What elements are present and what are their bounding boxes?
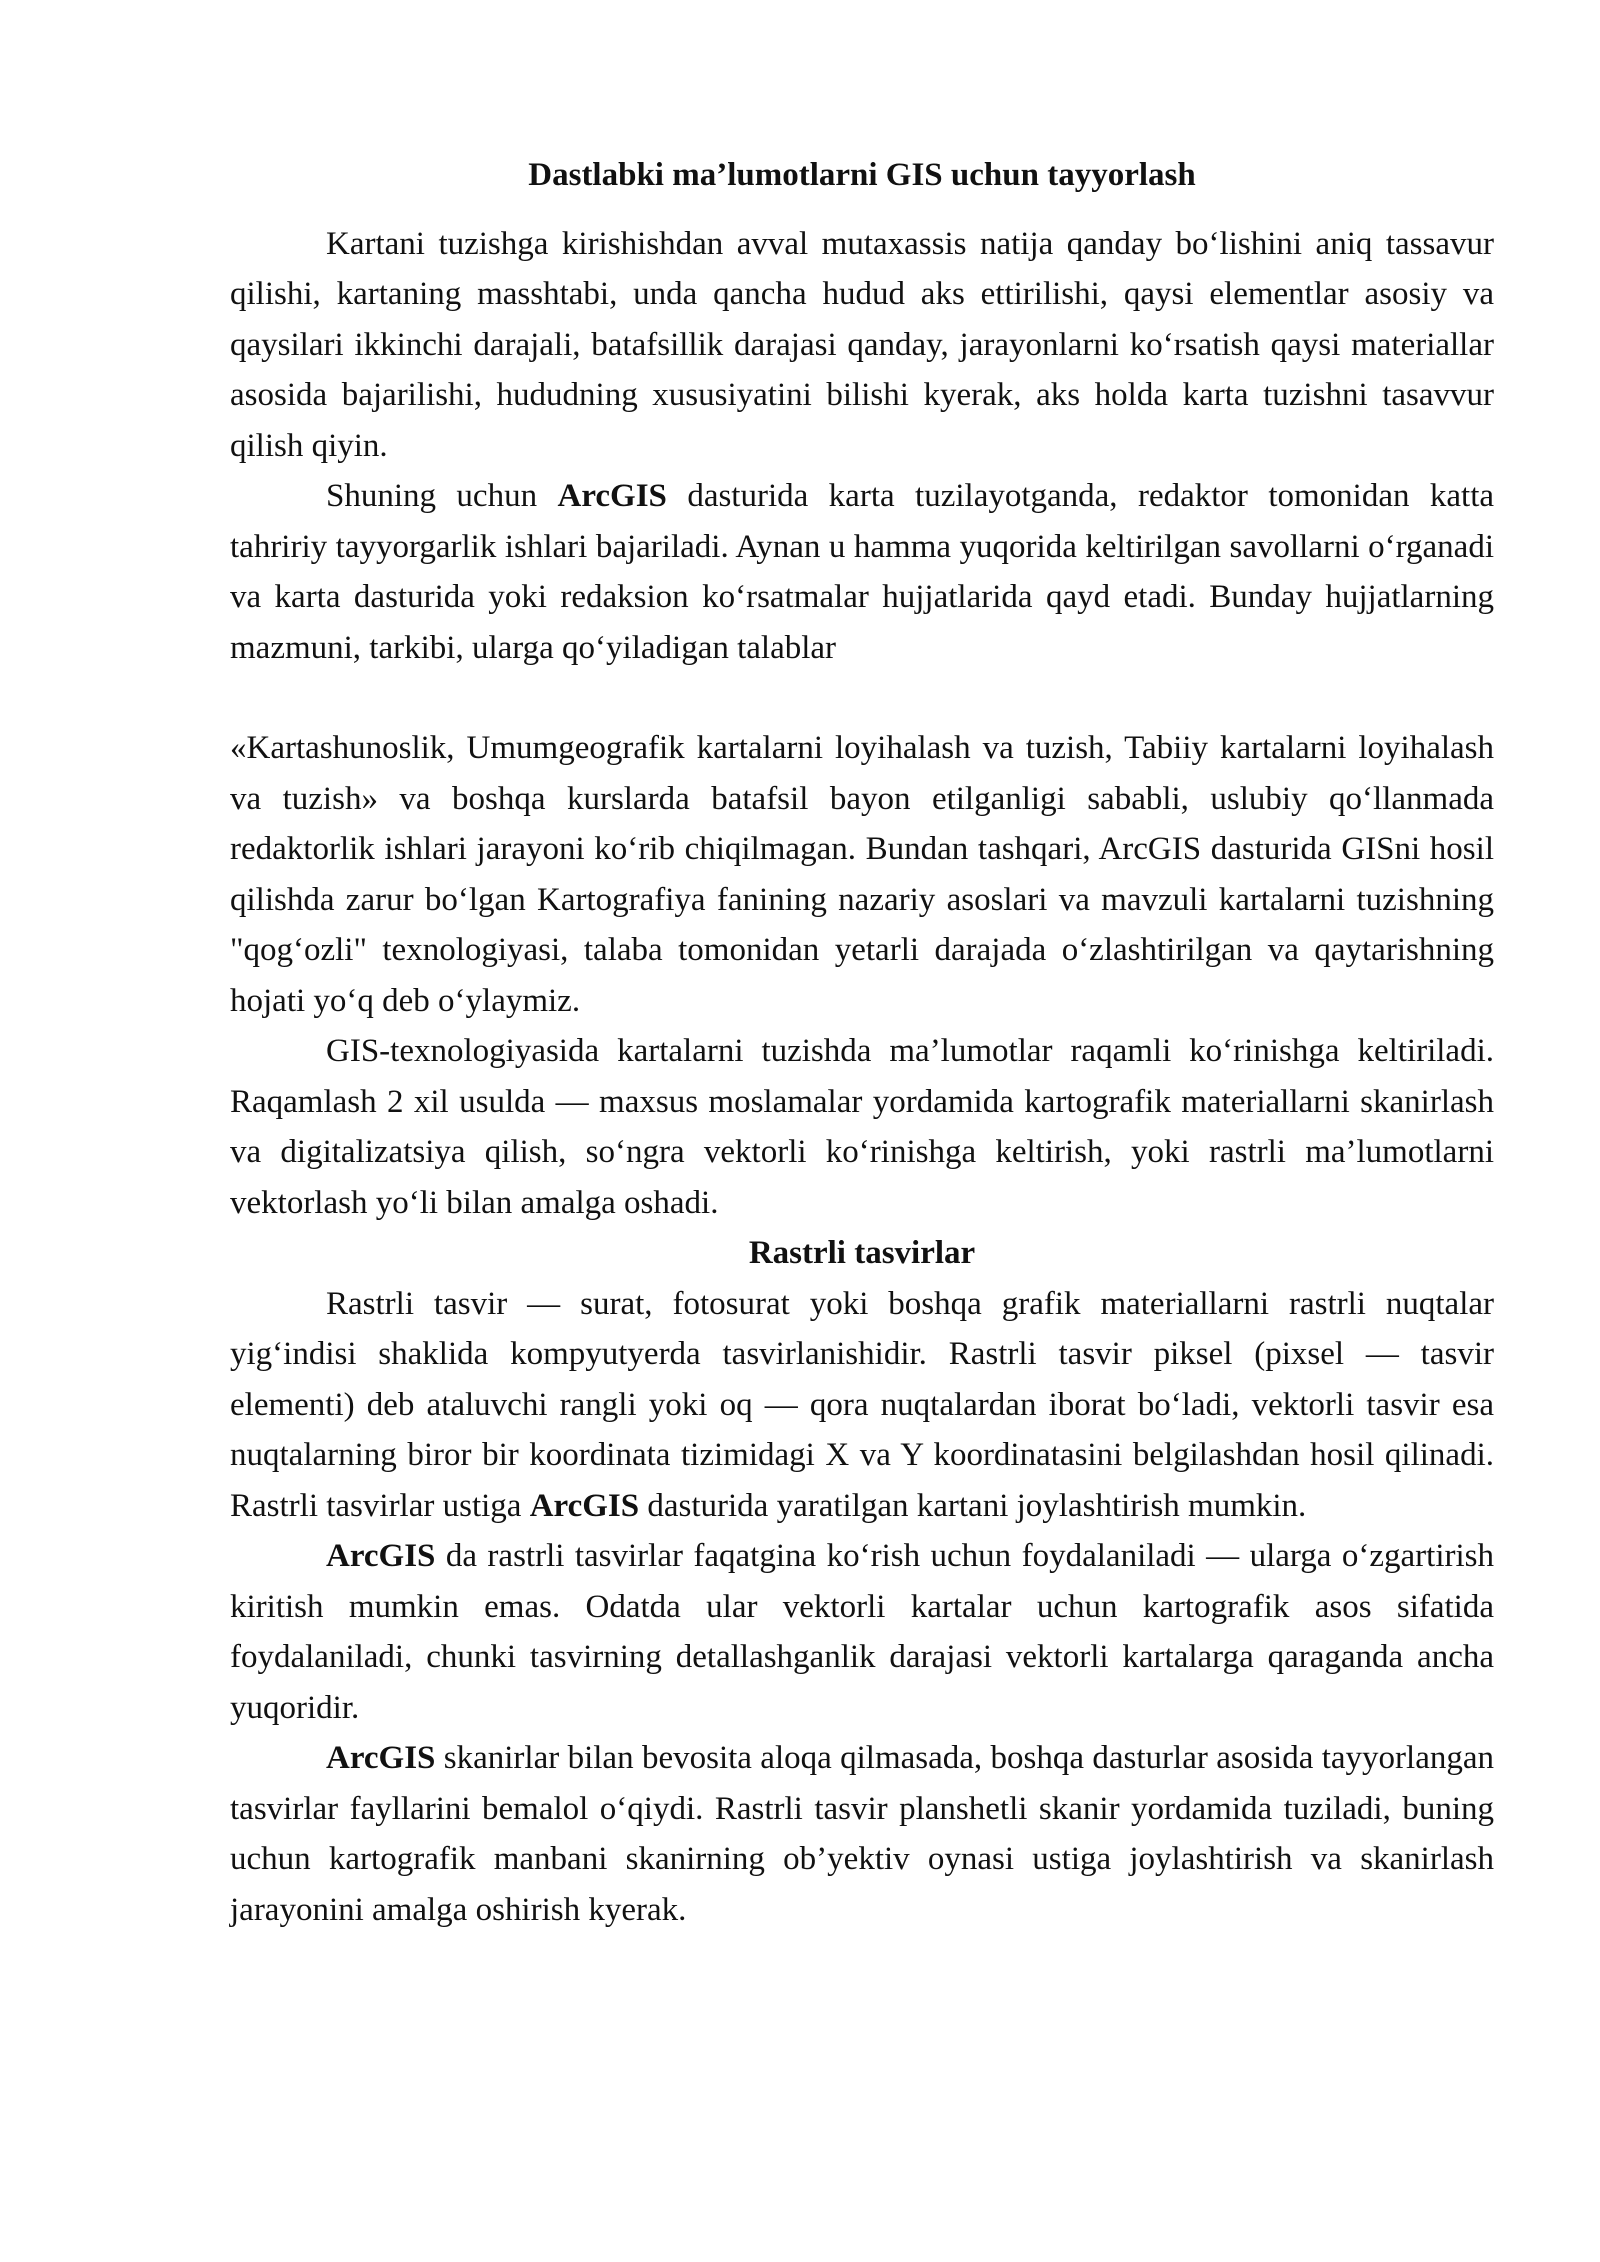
paragraph-5-start: Rastrli tasvir — surat, fotosurat yoki boshqa grafik materiallarni rastrli nuqtalar yig‘indisi shaklida kompyutyerda tasvirlanishidir. Rastrli tasvir piksel (pixsel — tasvir elementi) deb ataluvchi rangli yoki oq — qora nuqtalardan iborat bo‘ladi, vektorli tasvir esa nuqtalarning biror bir koordinata tizimidagi X va Y koordinatasini belgilashdan hosil qilinadi. Rastrli tasvirlar ustiga (230, 1285, 1494, 1524)
paragraph-2-start: Shuning uchun (326, 478, 558, 514)
paragraph-5 (230, 1279, 1494, 1532)
arcgis-bold-term: ArcGIS (326, 1740, 436, 1776)
document-title: Dastlabki ma’lumotlarni GIS uchun tayyorlash (528, 157, 1196, 193)
paragraph-2-rest: dasturida karta tuzilayotganda, redaktor tomonidan katta tahririy tayyorgarlik ishlari bajariladi. Aynan u hamma yuqorida keltirilgan savollarni o‘rganadi va karta dasturida yoki redaksion ko‘rsatmalar hujjatlarida qayd etadi. Bunday hujjatlarning mazmuni, tarkibi, ularga qo‘yiladigan talablar (230, 478, 1495, 666)
paragraph-2 (230, 471, 1494, 673)
paragraph-3: «Kartashunoslik, Umumgeografik kartalarni loyihalash va tuzish, Tabiiy kartalarni loyihalash va tuzish» va boshqa kurslarda batafsil bayon etilganligi sababli, uslubiy qo‘llanmada redaktorlik ishlari jarayoni ko‘rib chiqilmagan. Bundan tashqari, ArcGIS dasturida GISni hosil qilishda zarur bo‘lgan Kartografiya fanining nazariy asoslari va mavzuli kartalarni tuzishning "qog‘ozli" texnologiyasi, talaba tomonidan yetarli darajada o‘zlashtirilgan va qaytarishning hojati yo‘q deb o‘ylaymiz. (230, 730, 1494, 1019)
paragraph-1: Kartani tuzishga kirishishdan avval mutaxassis natija qanday bo‘lishini aniq tassavur qilishi, kartaning masshtabi, unda qancha hudud aks ettirilishi, qaysi elementlar asosiy va qaysilari ikkinchi darajali, batafsillik darajasi qanday, jarayonlarni ko‘rsatish qaysi materiallar asosida bajarilishi, hududning xususiyatini bilishi kyerak, aks holda karta tuzishni tasavvur qilish qiyin. (230, 225, 1494, 464)
paragraph-5-rest: dasturida yaratilgan kartani joylashtirish mumkin. (639, 1487, 1307, 1524)
page-gap (230, 673, 1494, 723)
section-subtitle: Rastrli tasvirlar (748, 1235, 976, 1271)
paragraph-7-rest: skanirlar bilan bevosita aloqa qilmasada, boshqa dasturlar asosida tayyorlangan tasvirlar fayllarini bemalol o‘qiydi. Rastrli tasvir planshetli skanir yordamida tuziladi, buning uchun kartografik manbani skanirning ob’yektiv oynasi ustiga joylashtirish va skanirlash jarayonini amalga oshirish kyerak. (230, 1740, 1494, 1928)
arcgis-bold-term: ArcGIS (326, 1538, 436, 1574)
document-page (230, 150, 1494, 1935)
arcgis-bold-term: ArcGIS (529, 1487, 640, 1524)
paragraph-6 (230, 1531, 1494, 1733)
paragraph-7 (230, 1733, 1494, 1935)
paragraph-4: GIS-texnologiyasida kartalarni tuzishda ma’lumotlar raqamli ko‘rinishga keltiriladi. Raqamlash 2 xil usulda — maxsus moslamalar yordamida kartografik materiallarni skanirlash va digitalizatsiya qilish, so‘ngra vektorli ko‘rinishga keltirish, yoki rastrli ma’lumotlarni vektorlash yo‘li bilan amalga oshadi. (230, 1033, 1494, 1221)
arcgis-bold-term: ArcGIS (557, 478, 667, 514)
paragraph-6-rest: da rastrli tasvirlar faqatgina ko‘rish uchun foydalaniladi — ularga o‘zgartirish kiritish mumkin emas. Odatda ular vektorli kartalar uchun kartografik asos sifatida foydalaniladi, chunki tasvirning detallashganlik darajasi vektorli kartalarga qaraganda ancha yuqoridir. (230, 1538, 1494, 1726)
